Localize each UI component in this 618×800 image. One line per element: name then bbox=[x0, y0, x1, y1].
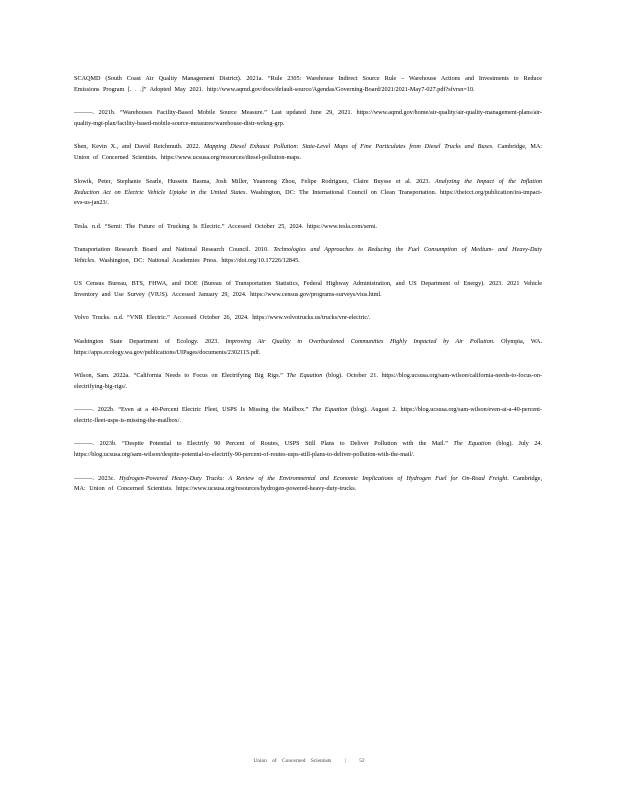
reference-title: The Equation bbox=[286, 371, 323, 379]
reference-entry bbox=[74, 279, 542, 301]
reference-entry bbox=[74, 371, 542, 393]
reference-entry bbox=[74, 439, 542, 461]
reference-text: SCAQMD (South Coast Air Quality Management District). 2021a. “Rule 2305: Warehouse Indirect Source Rule – Warehouse Actions and Investments to Reduce Emissions Program [. . .]” Adopted May 2021. http://www.aqmd.gov/docs/default-source/Agendas/Governing-Board/2021/2021-May7-027.pdf?sfvrsn=10. bbox=[74, 75, 542, 93]
reference-text: US Census Bureau, BTS, FHWA, and DOE (Bureau of Transportation Statistics, Federal Highway Administration, and US Department of Energy). 2023. 2021 Vehicle Inventory and Use Survey (VIUS). Accessed January 29, 2024. https://www.census.gov/programs-surveys/vius.html. bbox=[74, 280, 542, 299]
reference-entry bbox=[74, 142, 542, 164]
reference-text: ———. 2023c. bbox=[74, 474, 120, 482]
reference-text: . Washington, DC: The International Council on Clean Transportation. https://theicct.org/publication/ira-impact-evs-us-jan23/. bbox=[74, 188, 542, 207]
footer-organization: Union of Concerned Scientists bbox=[253, 758, 332, 764]
reference-text: Tesla. n.d. “Semi: The Future of Trucking Is Electric.” Accessed October 25, 2024. https://www.tesla.com/semi. bbox=[74, 222, 378, 230]
reference-text: (blog). August 2. https://blog.ucsusa.org/sam-wilson/even-at-a-40-percent-electric-fleet-usps-is-missing-the-mailbox/. bbox=[74, 406, 543, 425]
reference-text: ———. 2023b. “Despite Potential to Electrify 90 Percent of Routes, USPS Still Plans to Deliver Pollution with the Mail.” bbox=[74, 440, 454, 448]
page-footer bbox=[0, 758, 618, 764]
reference-title: Hydrogen-Powered Heavy-Duty Trucks: A Review of the Environmental and Economic Implications of Hydrogen Fuel for On-Road Freight bbox=[119, 474, 508, 482]
reference-text: Transportation Research Board and National Research Council. 2010. bbox=[74, 246, 274, 254]
reference-title: Technologies and Approaches to Reducing the Fuel Consumption of Medium- and Heavy-Duty Vehicles bbox=[74, 246, 542, 264]
footer-separator: | bbox=[344, 758, 346, 764]
reference-text: . Cambridge, MA: Union of Concerned Scientists. https://www.ucsusa.org/resources/hydrogen-powered-heavy-duty-trucks. bbox=[74, 474, 543, 493]
reference-list bbox=[74, 74, 542, 508]
reference-text: Wilson, Sam. 2022a. “California Needs to Focus on Electrifying Big Rigs.” bbox=[74, 371, 287, 379]
reference-text: (blog). July 24. https://blog.ucsusa.org/sam-wilson/despite-potential-to-electrify-90-percent-of-routes-usps-still-plans-to-deliver-pollution-with-the-mail/. bbox=[74, 440, 543, 459]
reference-text: . Olympia, WA. https://apps.ecology.wa.gov/publications/UIPages/documents/2302115.pdf. bbox=[74, 337, 542, 356]
reference-title: Improving Air Quality in Overburdened Communities Highly Impacted by Air Pollution bbox=[225, 337, 493, 345]
reference-title: The Equation bbox=[453, 440, 491, 448]
reference-text: . Cambridge, MA: Union of Concerned Scientists. https://www.ucsusa.org/resources/diesel-pollution-maps. bbox=[74, 143, 543, 162]
reference-entry bbox=[74, 337, 542, 359]
reference-title: Analyzing the Impact of the Inflation Reduction Act on Electric Vehicle Uptake in the United States bbox=[74, 177, 543, 196]
reference-title: The Equation bbox=[311, 406, 348, 414]
reference-text: Volvo Trucks. n.d. “VNR Electric.” Accessed October 26, 2024. https://www.volvotrucks.us/trucks/vnr-electric/. bbox=[74, 314, 371, 322]
reference-entry bbox=[74, 222, 542, 233]
reference-entry bbox=[74, 245, 542, 267]
reference-text: ———. 2021b. “Warehouses Facility-Based Mobile Source Measure.” Last updated June 29, 2021. https://www.aqmd.gov/home/air-quality/air-quality-management-plans/air-quality-mgt-plan/facility-based-mobile-source-measures/warehouse-distr-wrkng-grp. bbox=[74, 109, 542, 128]
reference-entry bbox=[74, 108, 542, 130]
reference-title: Mapping Diesel Exhaust Pollution: State-Level Maps of Fine Particulates from Diesel Trucks and Buses bbox=[203, 143, 493, 151]
reference-text: Shen, Kevin X., and David Reichmuth. 2022. bbox=[74, 143, 204, 151]
page-number: 52 bbox=[359, 758, 365, 764]
reference-entry bbox=[74, 474, 542, 496]
reference-entry bbox=[74, 405, 542, 427]
reference-text: Washington State Department of Ecology. 2023. bbox=[74, 337, 226, 345]
reference-text: . Washington, DC: National Academies Press. https://doi.org/10.17226/12845. bbox=[94, 256, 300, 264]
reference-entry bbox=[74, 313, 542, 324]
reference-entry bbox=[74, 177, 542, 210]
reference-entry bbox=[74, 74, 542, 96]
reference-text: (blog). October 21. https://blog.ucsusa.org/sam-wilson/california-needs-to-focus-on-electrifying-big-rigs/. bbox=[74, 371, 542, 390]
reference-text: ———. 2022b. “Even at a 40-Percent Electric Fleet, USPS Is Missing the Mailbox.” bbox=[74, 406, 312, 414]
reference-text: Slowik, Peter, Stephanie Searle, Hussein Basma, Josh Miller, Yuanrong Zhou, Felipe Rodriguez, Claire Buysse et al. 2023. bbox=[74, 177, 435, 185]
